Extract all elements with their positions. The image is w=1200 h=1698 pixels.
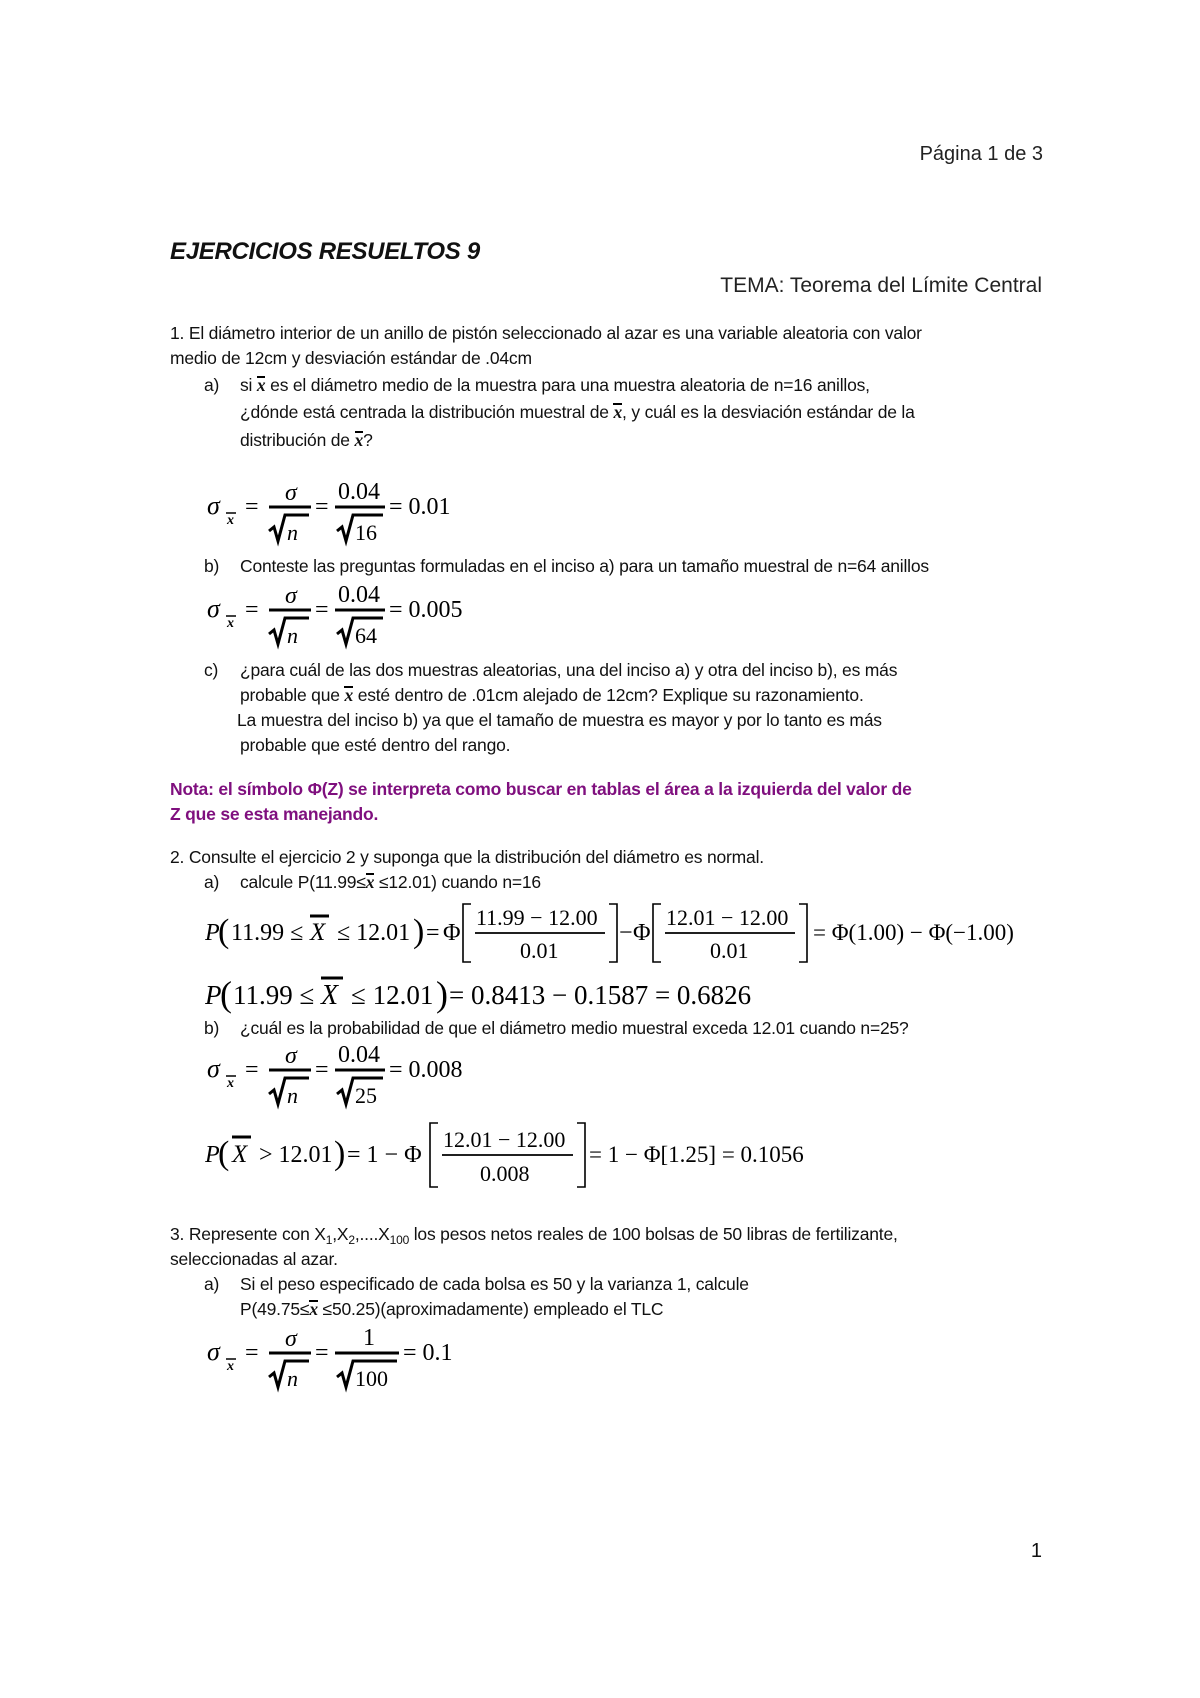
denominator: 0.01: [710, 938, 749, 963]
numerator: 0.04: [338, 582, 380, 608]
problem-1c-answer-2: probable que esté dentro del rango.: [240, 735, 511, 755]
equals-sign: =: [245, 1057, 259, 1083]
topic-line: TEMA: Teorema del Límite Central: [720, 274, 1042, 297]
xbar-symbol: x: [309, 1299, 318, 1319]
numerator: σ: [285, 583, 297, 609]
problem-3-line-2: seleccionadas al azar.: [170, 1249, 338, 1269]
denominator: n: [287, 1083, 298, 1108]
x-variable: X: [321, 980, 339, 1011]
denominator: 100: [355, 1366, 388, 1391]
result: = 0.008: [389, 1057, 463, 1083]
text-fragment: ≤50.25)(aproximadamente) empleado el TLC: [322, 1299, 664, 1319]
xbar-symbol: x: [256, 375, 266, 395]
denominator: 0.01: [520, 938, 559, 963]
equation-probability-result: [205, 970, 825, 1018]
numerator: 0.04: [338, 1042, 380, 1068]
equation-probability-interval: [205, 898, 1045, 968]
result: = 0.01: [389, 494, 451, 520]
problem-1a-line-2: [240, 402, 915, 423]
denominator: n: [287, 623, 298, 648]
numerator: σ: [285, 480, 297, 506]
problem-3a-line-2: [240, 1299, 663, 1320]
text-fragment: ≤12.01) cuando n=16: [378, 872, 541, 892]
one-minus-phi: = 1 − Φ: [347, 1142, 422, 1168]
sigma-symbol: σ: [207, 594, 220, 623]
subscript: 2: [348, 1233, 355, 1247]
problem-2-line-1: 2. Consulte el ejercicio 2 y suponga que la distribución del diámetro es normal.: [170, 847, 764, 867]
xbar-subscript: x: [227, 616, 234, 631]
phi-symbol: Φ: [633, 920, 651, 946]
denominator: 16: [355, 520, 377, 545]
problem-3a-label: a): [204, 1274, 220, 1294]
equation-sigma-n100: [205, 1322, 505, 1396]
x-variable: X: [232, 1141, 248, 1168]
note-line-2: Z que se esta manejando.: [170, 804, 379, 824]
bracket-left: [653, 904, 661, 962]
problem-1c-label: c): [204, 660, 219, 680]
text-fragment: esté dentro de .01cm alejado de 12cm? Explique su razonamiento.: [357, 685, 864, 705]
bound: > 12.01: [259, 1142, 333, 1168]
equation-rhs: = 0.8413 − 0.1587 = 0.6826: [449, 980, 752, 1010]
equation-sigma-n25: [205, 1039, 505, 1113]
text-fragment: es el diámetro medio de la muestra para una muestra aleatoria de n=16 anillos,: [270, 375, 870, 395]
phi-symbol: Φ: [443, 920, 461, 946]
note-line-1: Nota: el símbolo Φ(Z) se interpreta como buscar en tablas el área a la izquierda del valor de: [170, 779, 912, 799]
subscript: 1: [325, 1233, 333, 1247]
problem-1-line-2: medio de 12cm y desviación estándar de .04cm: [170, 348, 532, 368]
problem-2b-text: ¿cuál es la probabilidad de que el diámetro medio muestral exceda 12.01 cuando n=25?: [240, 1018, 909, 1038]
text-fragment: 3. Represente con X: [170, 1224, 326, 1244]
text-fragment: si: [240, 375, 253, 395]
bound-high: ≤ 12.01: [351, 980, 434, 1010]
problem-1-line-1: 1. El diámetro interior de un anillo de pistón seleccionado al azar es una variable aleatoria con valor: [170, 323, 922, 343]
paren-close: ): [334, 1135, 346, 1172]
text-fragment: ?: [363, 430, 373, 450]
denominator: n: [287, 520, 298, 545]
text-fragment: distribución de: [240, 430, 350, 450]
problem-1c-answer-1: La muestra del inciso b) ya que el tamaño de muestra es mayor y por lo tanto es más: [237, 710, 882, 730]
paren-open: (: [220, 974, 232, 1014]
equation-probability-exceed: [205, 1117, 845, 1193]
bound-high: ≤ 12.01: [337, 920, 411, 946]
result: = 0.005: [389, 597, 463, 623]
equation-rhs: = Φ(1.00) − Φ(−1.00): [813, 920, 1014, 945]
denominator: 0.008: [480, 1161, 530, 1186]
numerator: 0.04: [338, 479, 380, 505]
equals-sign: =: [245, 597, 259, 623]
prob-p: P: [205, 1142, 220, 1168]
subscript: 100: [389, 1233, 410, 1247]
text-fragment: probable que: [240, 685, 340, 705]
problem-1a-line-1: [240, 375, 870, 396]
paren-open: (: [218, 913, 230, 950]
xbar-symbol: x: [354, 430, 364, 450]
paren-close: ): [436, 974, 448, 1014]
bracket-right: [577, 1123, 585, 1187]
numerator: σ: [285, 1326, 297, 1352]
xbar-symbol: x: [344, 685, 354, 705]
prob-p: P: [205, 920, 220, 946]
problem-1b-label: b): [204, 556, 220, 576]
xbar-symbol: x: [613, 402, 623, 422]
text-fragment: ¿dónde está centrada la distribución muestral de: [240, 402, 609, 422]
bracket-left: [463, 904, 471, 962]
bracket-right: [799, 904, 807, 962]
text-fragment: ,....X: [354, 1224, 390, 1244]
equation-sigma-n16: [205, 476, 485, 550]
problem-1b-text: Conteste las preguntas formuladas en el inciso a) para un tamaño muestral de n=64 anillos: [240, 556, 929, 576]
numerator: 11.99 − 12.00: [476, 905, 598, 930]
text-fragment: los pesos netos reales de 100 bolsas de 50 libras de fertilizante,: [409, 1224, 898, 1244]
problem-1a-label: a): [204, 375, 220, 395]
equation-sigma-n64: [205, 579, 505, 653]
equation-rhs: = 1 − Φ[1.25] = 0.1056: [589, 1142, 804, 1167]
xbar-subscript: x: [227, 513, 234, 528]
numerator: 12.01 − 12.00: [666, 905, 789, 930]
equals-sign: =: [315, 1057, 329, 1083]
text-fragment: , y cuál es la desviación estándar de la: [622, 402, 915, 422]
paren-open: (: [218, 1135, 230, 1172]
bound-low: 11.99 ≤: [233, 980, 315, 1010]
denominator: 25: [355, 1083, 377, 1108]
paren-close: ): [413, 913, 425, 950]
prob-p: P: [205, 980, 222, 1010]
equals-sign: =: [315, 494, 329, 520]
equals-sign: =: [426, 920, 440, 946]
sigma-symbol: σ: [207, 491, 220, 520]
result: = 0.1: [403, 1340, 453, 1366]
denominator: n: [287, 1366, 298, 1391]
numerator: σ: [285, 1043, 297, 1069]
page-label: Página 1 de 3: [919, 143, 1043, 165]
sigma-symbol: σ: [207, 1054, 220, 1083]
equals-sign: =: [245, 1340, 259, 1366]
equals-sign: =: [245, 494, 259, 520]
problem-1c-line-2: [240, 685, 864, 706]
numerator: 1: [363, 1325, 375, 1351]
problem-2a-text: [240, 872, 541, 893]
text-fragment: calcule P(11.99≤: [240, 872, 366, 892]
document-title: EJERCICIOS RESUELTOS 9: [170, 238, 480, 265]
problem-3a-line-1: Si el peso especificado de cada bolsa es 50 y la varianza 1, calcule: [240, 1274, 749, 1294]
bracket-right: [609, 904, 617, 962]
xbar-subscript: x: [227, 1359, 234, 1374]
equals-sign: =: [315, 597, 329, 623]
xbar-symbol: x: [365, 872, 375, 892]
equals-sign: =: [315, 1340, 329, 1366]
problem-1c-line-1: ¿para cuál de las dos muestras aleatorias, una del inciso a) y otra del inciso b), es más: [240, 660, 898, 680]
x-variable: X: [310, 919, 326, 946]
bound-low: 11.99 ≤: [231, 920, 304, 946]
bracket-left: [430, 1123, 438, 1187]
numerator: 12.01 − 12.00: [443, 1127, 566, 1152]
page-number: 1: [1030, 1540, 1042, 1562]
text-fragment: P(49.75≤: [240, 1299, 310, 1319]
denominator: 64: [355, 623, 377, 648]
sigma-symbol: σ: [207, 1337, 220, 1366]
text-fragment: ,X: [332, 1224, 349, 1244]
xbar-subscript: x: [227, 1076, 234, 1091]
problem-2a-label: a): [204, 872, 220, 892]
minus-sign: −: [619, 920, 633, 946]
problem-3-line-1: [170, 1224, 898, 1247]
problem-1a-line-3: [240, 430, 373, 451]
problem-2b-label: b): [204, 1018, 220, 1038]
